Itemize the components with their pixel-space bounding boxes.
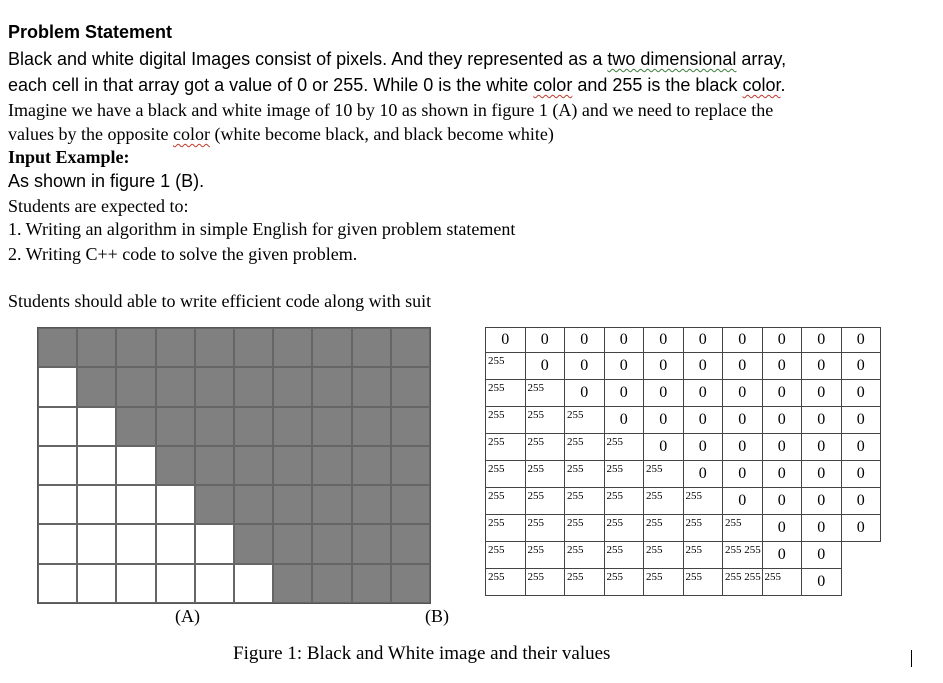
input-example-text: As shown in figure 1 (B). xyxy=(8,171,205,191)
value-cell: 0 xyxy=(683,353,723,380)
spellcheck-word[interactable]: color xyxy=(533,75,573,95)
pixel-cell xyxy=(116,446,155,485)
value-cell: 255 xyxy=(683,515,723,542)
table-row xyxy=(486,515,881,542)
value-cell: 255 xyxy=(486,407,526,434)
table-row xyxy=(486,407,881,434)
value-cell: 0 xyxy=(604,407,644,434)
value-cell: 0 xyxy=(644,328,684,353)
paragraph-text: array, xyxy=(736,49,787,69)
table-row xyxy=(486,461,881,488)
spellcheck-word[interactable]: color xyxy=(172,124,210,144)
value-cell: 0 xyxy=(841,434,881,461)
figure-a-label: (A) xyxy=(175,606,200,626)
pixel-cell xyxy=(38,367,77,406)
pixel-cell xyxy=(312,524,351,563)
pixel-cell xyxy=(352,328,391,367)
pixel-cell xyxy=(116,524,155,563)
pixel-cell xyxy=(156,564,195,603)
value-cell: 0 xyxy=(802,434,842,461)
pixel-cell xyxy=(38,524,77,563)
figure-b-value-table xyxy=(485,327,881,596)
expectations-intro: Students are expected to: xyxy=(8,196,189,216)
paragraph-text: Black and white digital Images consist of pixels. And they represented as a xyxy=(8,49,608,69)
pixel-cell xyxy=(38,328,77,367)
efficiency-note: Students should able to write efficient code along with suit xyxy=(8,291,432,311)
value-cell: 0 xyxy=(683,328,723,353)
value-cell: 0 xyxy=(683,434,723,461)
value-cell: 255 xyxy=(565,488,605,515)
pixel-cell xyxy=(312,485,351,524)
pixel-cell xyxy=(195,367,234,406)
pixel-cell xyxy=(312,446,351,485)
value-cell: 0 xyxy=(802,461,842,488)
pixel-cell xyxy=(312,564,351,603)
pixel-cell xyxy=(273,407,312,446)
value-cell: 0 xyxy=(802,353,842,380)
value-cell: 0 xyxy=(802,488,842,515)
pixel-cell xyxy=(234,367,273,406)
value-cell: 0 xyxy=(644,353,684,380)
table-row xyxy=(486,434,881,461)
table-row xyxy=(486,569,881,596)
pixel-cell xyxy=(156,485,195,524)
input-example-heading: Input Example: xyxy=(8,147,130,167)
pixel-cell xyxy=(391,524,430,563)
pixel-cell xyxy=(234,485,273,524)
pixel-cell xyxy=(116,564,155,603)
pixel-cell xyxy=(77,564,116,603)
pixel-cell xyxy=(273,485,312,524)
value-cell: 0 xyxy=(802,380,842,407)
value-cell: 255 255 xyxy=(723,542,763,569)
value-cell: 255 xyxy=(723,515,763,542)
task-item-2: 2. Writing C++ code to solve the given problem. xyxy=(8,244,358,264)
value-cell: 0 xyxy=(762,353,802,380)
value-cell: 255 xyxy=(683,488,723,515)
pixel-cell xyxy=(156,328,195,367)
value-cell: 255 xyxy=(565,569,605,596)
value-cell: 255 xyxy=(486,461,526,488)
pixel-cell xyxy=(391,328,430,367)
value-cell: 255 xyxy=(644,569,684,596)
table-row xyxy=(486,353,881,380)
value-cell: 255 xyxy=(525,407,565,434)
pixel-cell xyxy=(156,407,195,446)
value-cell: 255 255 xyxy=(723,569,763,596)
value-cell: 255 xyxy=(604,488,644,515)
value-cell: 0 xyxy=(683,380,723,407)
pixel-cell xyxy=(77,524,116,563)
value-cell: 255 xyxy=(525,542,565,569)
value-cell: 0 xyxy=(802,515,842,542)
pixel-cell xyxy=(116,407,155,446)
pixel-cell xyxy=(234,407,273,446)
spellcheck-word[interactable]: two dimensional xyxy=(607,49,737,69)
value-cell: 0 xyxy=(723,407,763,434)
value-cell: 255 xyxy=(525,461,565,488)
value-cell: 0 xyxy=(723,380,763,407)
pixel-cell xyxy=(195,446,234,485)
paragraph-line-2 xyxy=(8,75,785,96)
pixel-cell xyxy=(195,524,234,563)
value-cell: 0 xyxy=(762,542,802,569)
value-cell: 0 xyxy=(604,328,644,353)
pixel-cell xyxy=(77,367,116,406)
value-cell: 255 xyxy=(604,569,644,596)
value-cell: 0 xyxy=(762,328,802,353)
value-cell: 0 xyxy=(644,434,684,461)
pixel-cell xyxy=(312,407,351,446)
figure-b-label: (B) xyxy=(425,606,449,626)
figure-caption: Figure 1: Black and White image and their values xyxy=(233,643,611,664)
value-cell: 0 xyxy=(723,434,763,461)
value-cell: 0 xyxy=(762,488,802,515)
pixel-cell xyxy=(77,328,116,367)
pixel-cell xyxy=(273,564,312,603)
value-cell: 255 xyxy=(486,488,526,515)
value-cell: 0 xyxy=(762,407,802,434)
pixel-cell xyxy=(116,367,155,406)
value-cell: 255 xyxy=(604,434,644,461)
pixel-cell xyxy=(38,564,77,603)
value-cell: 0 xyxy=(762,461,802,488)
paragraph-line-3: Imagine we have a black and white image of 10 by 10 as shown in figure 1 (A) and we need to replace the xyxy=(8,100,774,120)
value-cell: 255 xyxy=(683,569,723,596)
value-cell: 255 xyxy=(565,542,605,569)
figure-a-pixel-grid xyxy=(37,327,431,604)
pixel-cell xyxy=(234,564,273,603)
pixel-cell xyxy=(234,524,273,563)
paragraph-text: and 255 is the black xyxy=(572,75,743,95)
paragraph-text: (white become black, and black become white) xyxy=(209,124,554,144)
pixel-cell xyxy=(391,564,430,603)
pixel-cell xyxy=(352,564,391,603)
value-cell: 255 xyxy=(486,380,526,407)
pixel-cell xyxy=(352,446,391,485)
table-row xyxy=(486,542,881,569)
value-cell: 255 xyxy=(644,488,684,515)
value-cell: 0 xyxy=(604,380,644,407)
value-cell: 255 xyxy=(486,515,526,542)
value-cell: 255 xyxy=(486,353,526,380)
value-cell: 255 xyxy=(644,515,684,542)
paragraph-text: . xyxy=(780,75,786,95)
value-cell: 0 xyxy=(644,380,684,407)
value-cell: 255 xyxy=(525,380,565,407)
pixel-cell xyxy=(273,524,312,563)
value-cell: 255 xyxy=(525,434,565,461)
value-cell: 0 xyxy=(841,488,881,515)
value-cell: 0 xyxy=(683,407,723,434)
pixel-cell xyxy=(391,446,430,485)
pixel-cell xyxy=(234,328,273,367)
value-cell: 0 xyxy=(565,380,605,407)
value-cell: 255 xyxy=(486,569,526,596)
pixel-cell xyxy=(391,485,430,524)
pixel-cell xyxy=(77,485,116,524)
pixel-cell xyxy=(38,407,77,446)
pixel-cell xyxy=(195,407,234,446)
pixel-cell xyxy=(352,485,391,524)
value-cell: 0 xyxy=(841,353,881,380)
value-cell: 255 xyxy=(565,434,605,461)
value-cell: 0 xyxy=(723,328,763,353)
value-cell: 0 xyxy=(762,380,802,407)
paragraph-line-1 xyxy=(8,49,786,70)
value-cell: 255 xyxy=(604,515,644,542)
value-cell: 255 xyxy=(644,542,684,569)
value-cell: 255 xyxy=(486,434,526,461)
pixel-cell xyxy=(38,485,77,524)
text-cursor xyxy=(911,650,912,667)
pixel-cell xyxy=(195,564,234,603)
pixel-cell xyxy=(273,367,312,406)
value-cell: 0 xyxy=(841,380,881,407)
problem-heading: Problem Statement xyxy=(8,22,173,42)
pixel-cell xyxy=(77,407,116,446)
pixel-cell xyxy=(195,485,234,524)
value-cell: 0 xyxy=(802,407,842,434)
value-cell: 0 xyxy=(525,328,565,353)
value-cell: 0 xyxy=(802,328,842,353)
paragraph-text: values by the opposite xyxy=(8,124,173,144)
value-cell: 255 xyxy=(565,461,605,488)
spellcheck-word[interactable]: color xyxy=(742,75,781,95)
pixel-cell xyxy=(312,367,351,406)
value-cell: 0 xyxy=(565,353,605,380)
value-cell: 0 xyxy=(723,488,763,515)
value-cell: 255 xyxy=(486,542,526,569)
task-item-1: 1. Writing an algorithm in simple English for given problem statement xyxy=(8,219,516,239)
value-cell: 0 xyxy=(841,328,881,353)
value-cell: 0 xyxy=(841,515,881,542)
value-cell: 0 xyxy=(486,328,526,353)
value-cell: 0 xyxy=(841,407,881,434)
value-cell: 255 xyxy=(525,488,565,515)
pixel-cell xyxy=(352,367,391,406)
paragraph-line-4 xyxy=(8,124,554,145)
value-cell: 255 xyxy=(644,461,684,488)
table-row xyxy=(486,328,881,353)
value-cell: 0 xyxy=(723,461,763,488)
pixel-cell xyxy=(38,446,77,485)
paragraph-text: each cell in that array got a value of 0 or 255. While 0 is the white xyxy=(8,75,534,95)
value-cell: 255 xyxy=(565,515,605,542)
value-cell: 0 xyxy=(802,542,842,569)
value-cell: 255 xyxy=(525,515,565,542)
value-cell: 0 xyxy=(525,353,565,380)
table-row xyxy=(486,488,881,515)
pixel-cell xyxy=(156,524,195,563)
pixel-cell xyxy=(273,328,312,367)
pixel-cell xyxy=(391,407,430,446)
value-cell: 0 xyxy=(604,353,644,380)
value-cell: 255 xyxy=(604,542,644,569)
pixel-cell xyxy=(352,524,391,563)
value-cell: 0 xyxy=(565,328,605,353)
value-cell: 255 xyxy=(762,569,802,596)
value-cell: 255 xyxy=(604,461,644,488)
table-row xyxy=(486,380,881,407)
pixel-cell xyxy=(234,446,273,485)
value-cell: 255 xyxy=(683,542,723,569)
pixel-cell xyxy=(352,407,391,446)
pixel-cell xyxy=(156,367,195,406)
value-cell: 0 xyxy=(802,569,842,596)
pixel-cell xyxy=(312,328,351,367)
pixel-cell xyxy=(116,328,155,367)
value-cell: 0 xyxy=(762,515,802,542)
value-cell: 0 xyxy=(762,434,802,461)
value-cell: 0 xyxy=(723,353,763,380)
pixel-cell xyxy=(195,328,234,367)
value-cell: 0 xyxy=(683,461,723,488)
pixel-cell xyxy=(156,446,195,485)
pixel-cell xyxy=(391,367,430,406)
value-cell: 255 xyxy=(565,407,605,434)
pixel-cell xyxy=(77,446,116,485)
value-cell: 255 xyxy=(525,569,565,596)
value-cell: 0 xyxy=(644,407,684,434)
pixel-cell xyxy=(116,485,155,524)
value-cell: 0 xyxy=(841,461,881,488)
pixel-cell xyxy=(273,446,312,485)
